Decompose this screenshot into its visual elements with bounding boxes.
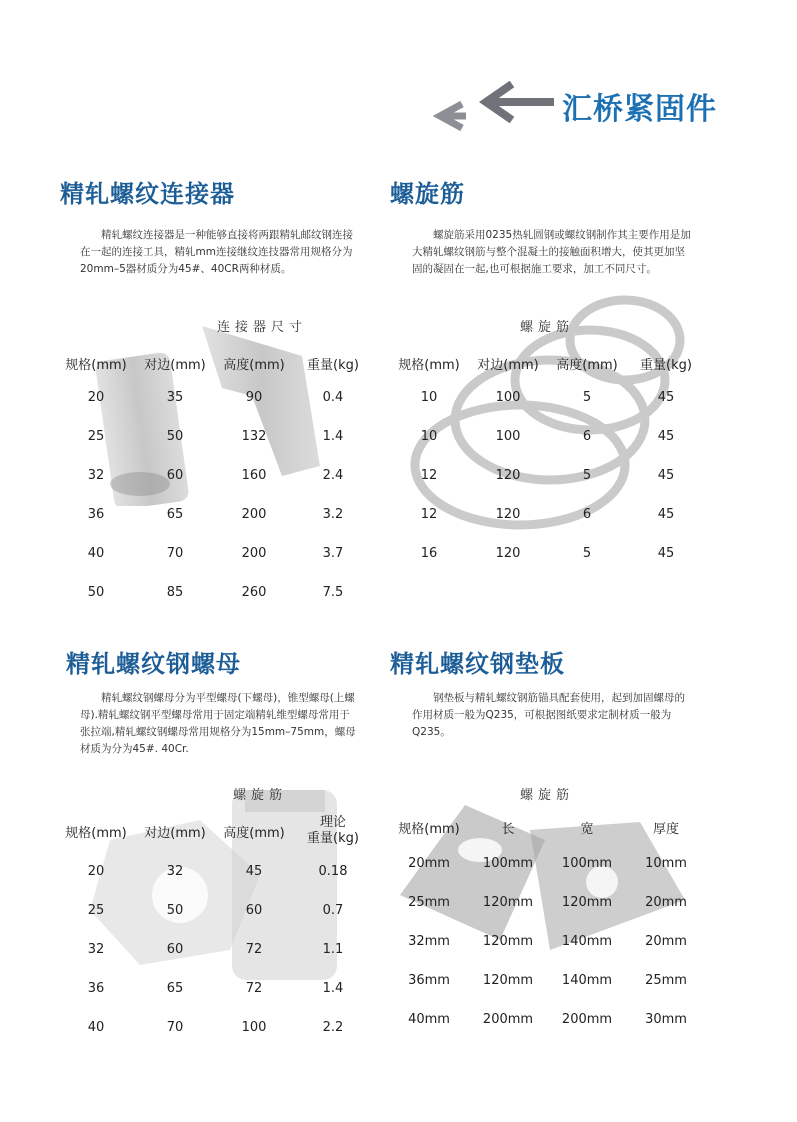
table-row [60,930,376,969]
double-arrow-left-icon [432,78,557,142]
header-weight-line2: 重量(kg) [307,831,359,846]
table-cell: 72 [245,981,263,996]
table-cell: 5 [582,468,592,483]
table-cell: 10mm [645,856,687,871]
table-cell: 32 [87,942,105,957]
table-cell: 12 [420,507,438,522]
table-cell: 35 [166,390,184,405]
table-cell: 50 [87,585,105,600]
table-cell: 100 [241,1020,267,1035]
spiral-table-title: 螺旋筋 [519,320,574,335]
table-cell: 60 [245,903,263,918]
table-row [60,891,376,930]
table-row [393,961,709,1000]
table-cell: 45 [657,468,675,483]
table-cell: 25 [87,429,105,444]
table-cell: 50 [166,429,184,444]
table-cell: 160 [241,468,267,483]
spiral-table [393,348,709,573]
table-cell: 45 [657,429,675,444]
table-cell: 6 [582,507,592,522]
table-cell: 20 [87,864,105,879]
table-cell: 140mm [561,973,613,988]
header-cell: 长 [501,821,515,837]
plate-title: 精轧螺纹钢垫板 [390,650,565,678]
header-cell: 厚度 [652,821,679,837]
table-row [393,883,709,922]
table-cell: 0.7 [322,903,344,918]
table-cell: 3.2 [322,507,344,522]
table-cell: 45 [657,390,675,405]
header-cell: 高度(mm) [223,825,285,841]
table-cell: 2.2 [322,1020,344,1035]
table-cell: 10 [420,390,438,405]
connector-table-title: 连接器尺寸 [216,320,307,335]
table-cell: 200 [241,546,267,561]
header-cell: 规格(mm) [65,357,127,373]
table-cell: 20mm [645,895,687,910]
table-cell: 120 [495,507,521,522]
table-cell: 5 [582,546,592,561]
table-cell: 100mm [561,856,613,871]
table-row [60,534,376,573]
table-row [60,456,376,495]
header-cell: 高度(mm) [223,357,285,373]
table-cell: 70 [166,1020,184,1035]
table-cell: 5 [582,390,592,405]
plate-table-title: 螺旋筋 [519,788,574,803]
table-cell: 65 [166,507,184,522]
table-cell: 10 [420,429,438,444]
table-cell: 20mm [408,856,450,871]
table-cell: 200mm [482,1012,534,1027]
connector-description: 精轧螺纹连接器是一种能够直接将两跟精轧邮纹钢连接在一起的连接工具，精轧mm连接继纹连技器常用规格分为20mm–5器材质分为45#、40CR两种材质。 [80,229,353,275]
header-cell-weight [290,810,376,852]
header-cell: 高度(mm) [556,357,618,373]
table-cell: 100 [495,429,521,444]
table-cell: 65 [166,981,184,996]
table-cell: 30mm [645,1012,687,1027]
table-cell: 40 [87,546,105,561]
table-row [60,417,376,456]
table-cell: 1.4 [322,429,344,444]
table-row [60,852,376,891]
table-cell: 120mm [482,934,534,949]
table-cell: 3.7 [322,546,344,561]
table-cell: 60 [166,468,184,483]
table-cell: 6 [582,429,592,444]
table-cell: 0.18 [318,864,348,879]
table-cell: 60 [166,942,184,957]
table-cell: 200 [241,507,267,522]
header-cell: 规格(mm) [398,357,460,373]
table-cell: 260 [241,585,267,600]
table-cell: 85 [166,585,184,600]
table-cell: 120mm [482,973,534,988]
table-row [393,1000,709,1039]
table-cell: 100mm [482,856,534,871]
header-cell: 对边(mm) [477,357,539,373]
header-cell: 宽 [580,821,594,837]
nut-table-title: 螺旋筋 [232,788,287,803]
header-cell: 重量(kg) [640,357,692,373]
table-cell: 16 [420,546,438,561]
table-cell: 25mm [408,895,450,910]
table-cell: 36 [87,507,105,522]
table-cell: 0.4 [322,390,344,405]
table-row [60,378,376,417]
table-cell: 36 [87,981,105,996]
connector-table [60,348,376,612]
table-row [60,573,376,612]
table-row [393,844,709,883]
table-row [393,922,709,961]
table-cell: 45 [657,507,675,522]
nut-description: 精轧螺纹钢螺母分为平型螺母(下螺母)，锥型螺母(上螺母).精轧螺纹钢平型螺母常用于固定端精轧维型螺母常用于张拉端,精轧螺纹钢螺母常用规格分为15mm–75mm，螺母材质为分为45#. 40Cr. [80,692,356,755]
header-cell: 规格(mm) [398,821,460,837]
table-cell: 200mm [561,1012,613,1027]
connector-title: 精轧螺纹连接器 [60,180,235,208]
table-cell: 40mm [408,1012,450,1027]
table-row [60,495,376,534]
table-cell: 25 [87,903,105,918]
table-row [393,456,709,495]
header-cell: 规格(mm) [65,825,127,841]
header-cell: 重量(kg) [307,357,359,373]
table-cell: 50 [166,903,184,918]
header-cell: 对边(mm) [144,825,206,841]
table-cell: 45 [245,864,263,879]
plate-table [393,810,709,1039]
table-cell: 12 [420,468,438,483]
table-cell: 25mm [645,973,687,988]
table-cell: 90 [245,390,263,405]
table-row [393,495,709,534]
header-cell: 对边(mm) [144,357,206,373]
table-cell: 36mm [408,973,450,988]
table-cell: 120mm [482,895,534,910]
table-cell: 20 [87,390,105,405]
table-cell: 32 [166,864,184,879]
table-cell: 32 [87,468,105,483]
header-weight-line1: 理论 [319,815,346,830]
table-cell: 20mm [645,934,687,949]
table-cell: 2.4 [322,468,344,483]
table-row [60,1008,376,1047]
table-cell: 45 [657,546,675,561]
spiral-description: 螺旋筋采用0235热轧圆钢或螺纹钢制作其主要作用是加大精轧螺纹钢筋与整个混凝土的接触面积增大，使其更加坚固的凝固在一起,也可根据施工要求，加工不同尺寸。 [412,229,691,275]
table-row [393,534,709,573]
table-cell: 7.5 [322,585,344,600]
table-cell: 1.4 [322,981,344,996]
table-cell: 1.1 [322,942,344,957]
table-cell: 100 [495,390,521,405]
table-cell: 72 [245,942,263,957]
table-cell: 32mm [408,934,450,949]
table-cell: 140mm [561,934,613,949]
table-cell: 132 [241,429,267,444]
table-cell: 70 [166,546,184,561]
nut-title: 精轧螺纹钢螺母 [66,650,241,678]
table-row [393,417,709,456]
nut-table [60,810,376,1047]
table-row [393,378,709,417]
plate-description: 钢垫板与精轧螺纹钢筋锚具配套使用，起到加固螺母的作用材质一般为Q235，可根据图纸要求定制材质一般为Q235。 [412,692,685,738]
table-cell: 120 [495,546,521,561]
table-cell: 40 [87,1020,105,1035]
brand-logo: 汇桥紧固件 [562,92,717,127]
spiral-title: 螺旋筋 [390,180,465,208]
table-cell: 120mm [561,895,613,910]
table-row [60,969,376,1008]
table-cell: 120 [495,468,521,483]
